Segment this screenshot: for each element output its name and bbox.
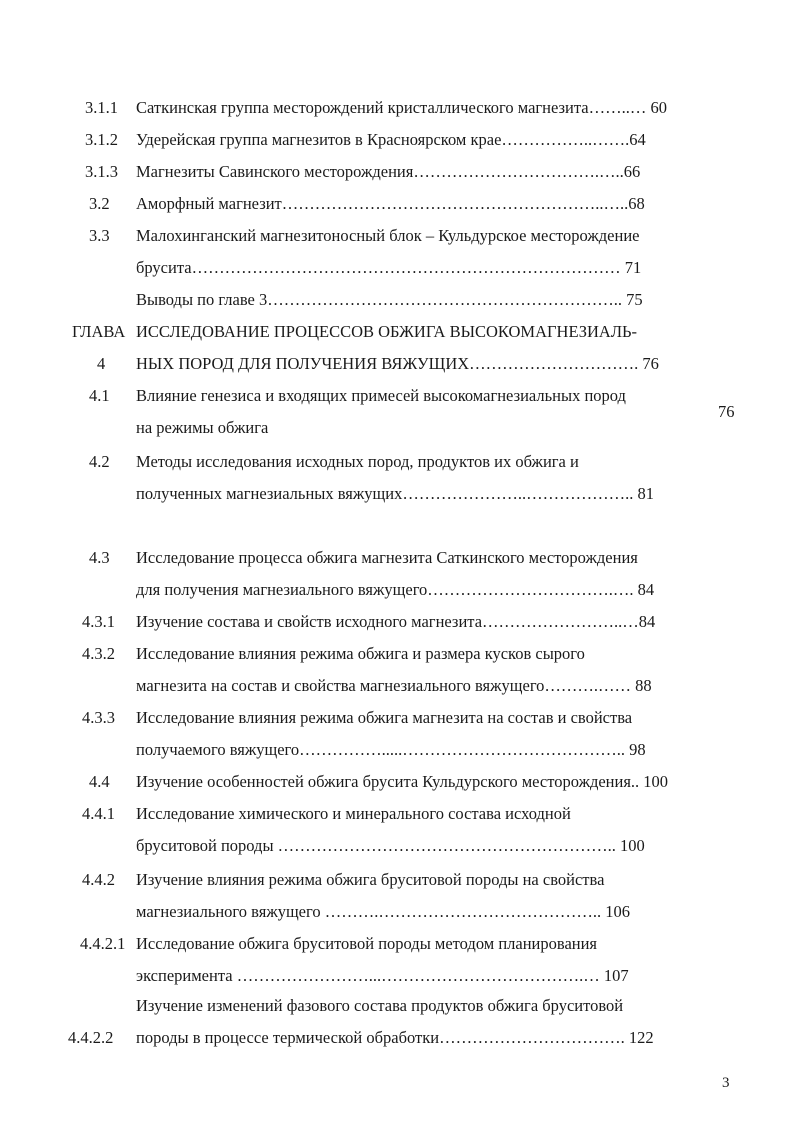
toc-entry: Малохинганский магнезитоносный блок – Кульдурское месторождение: [136, 226, 640, 245]
page-number: 3: [722, 1075, 730, 1091]
toc-number: 4.4.2.1: [80, 934, 126, 953]
toc-number: 4.4.2: [82, 870, 115, 889]
toc-number: 4.4.1: [82, 804, 115, 823]
toc-entry: полученных магнезиальных вяжущих…………………..……………….. 81: [136, 484, 654, 503]
toc-entry: Выводы по главе 3……………………………………………………….. 75: [136, 290, 643, 309]
toc-entry: Саткинская группа месторождений кристаллического магнезита……..… 60: [136, 98, 667, 117]
toc-entry: Изучение изменений фазового состава продуктов обжига бруситовой: [136, 996, 624, 1015]
toc-entry: брусита…………………………………………………………………… 71: [136, 258, 642, 277]
toc-entry: эксперимента ……………………...……………………………….… 107: [136, 966, 629, 985]
toc-number: 4: [97, 354, 106, 373]
toc-entry: для получения магнезиального вяжущего…………………………….…. 84: [136, 580, 655, 599]
toc-entry: магнезита на состав и свойства магнезиального вяжущего……….…… 88: [136, 676, 652, 695]
toc-entry: Изучение влияния режима обжига бруситовой породы на свойства: [136, 870, 605, 889]
toc-entry: НЫХ ПОРОД ДЛЯ ПОЛУЧЕНИЯ ВЯЖУЩИХ…………………………. 76: [136, 354, 659, 373]
toc-number: ГЛАВА: [72, 322, 126, 341]
toc-number: 3.2: [89, 194, 110, 213]
toc-number: 4.3.3: [82, 708, 115, 727]
toc-entry: Магнезиты Савинского месторождения…………………………….…..66: [136, 162, 641, 181]
toc-entry: Исследование влияния режима обжига магнезита на состав и свойства: [136, 708, 633, 727]
toc-entry: Методы исследования исходных пород, продуктов их обжига и: [136, 452, 579, 471]
toc-number: 4.3: [89, 548, 110, 567]
toc-entry: Влияние генезиса и входящих примесей высокомагнезиальных пород: [136, 386, 626, 405]
toc-number: 4.1: [89, 386, 110, 405]
toc-number: 4.2: [89, 452, 110, 471]
toc-number: 4.4.2.2: [68, 1028, 114, 1047]
toc-number: 3.1.1: [85, 98, 118, 117]
toc-entry: Аморфный магнезит…………………………………………………..…..68: [136, 194, 645, 213]
toc-entry: Изучение состава и свойств исходного магнезита……………………..…84: [136, 612, 656, 631]
toc-entry: Исследование процесса обжига магнезита Саткинского месторождения: [136, 548, 638, 567]
toc-entry: Исследование химического и минерального состава исходной: [136, 804, 571, 823]
toc-page-number: 76: [718, 402, 735, 421]
toc-number: 3.1.2: [85, 130, 118, 149]
toc-entry: Исследование влияния режима обжига и размера кусков сырого: [136, 644, 585, 663]
toc-number: 4.4: [89, 772, 110, 791]
toc-number: 4.3.2: [82, 644, 115, 663]
toc-entry: породы в процессе термической обработки……………………………. 122: [136, 1028, 654, 1047]
toc-entry: Изучение особенностей обжига брусита Кульдурского месторождения.. 100: [136, 772, 669, 791]
toc-entry: Удерейская группа магнезитов в Красноярском крае……………..…….64: [136, 130, 646, 149]
toc-entry: получаемого вяжущего…………….....………………………………….. 98: [136, 740, 646, 759]
toc-number: 3.1.3: [85, 162, 118, 181]
toc-entry: ИССЛЕДОВАНИЕ ПРОЦЕССОВ ОБЖИГА ВЫСОКОМАГНЕЗИАЛЬ-: [136, 322, 638, 341]
toc-entry: магнезиального вяжущего ……….………………………………….. 106: [136, 902, 630, 921]
toc-number: 4.3.1: [82, 612, 115, 631]
toc-number: 3.3: [89, 226, 110, 245]
toc-entry: Исследование обжига бруситовой породы методом планирования: [136, 934, 598, 953]
toc-entry: на режимы обжига: [136, 418, 269, 437]
toc-entry: бруситовой породы …………………………………………………….. 100: [136, 836, 645, 855]
